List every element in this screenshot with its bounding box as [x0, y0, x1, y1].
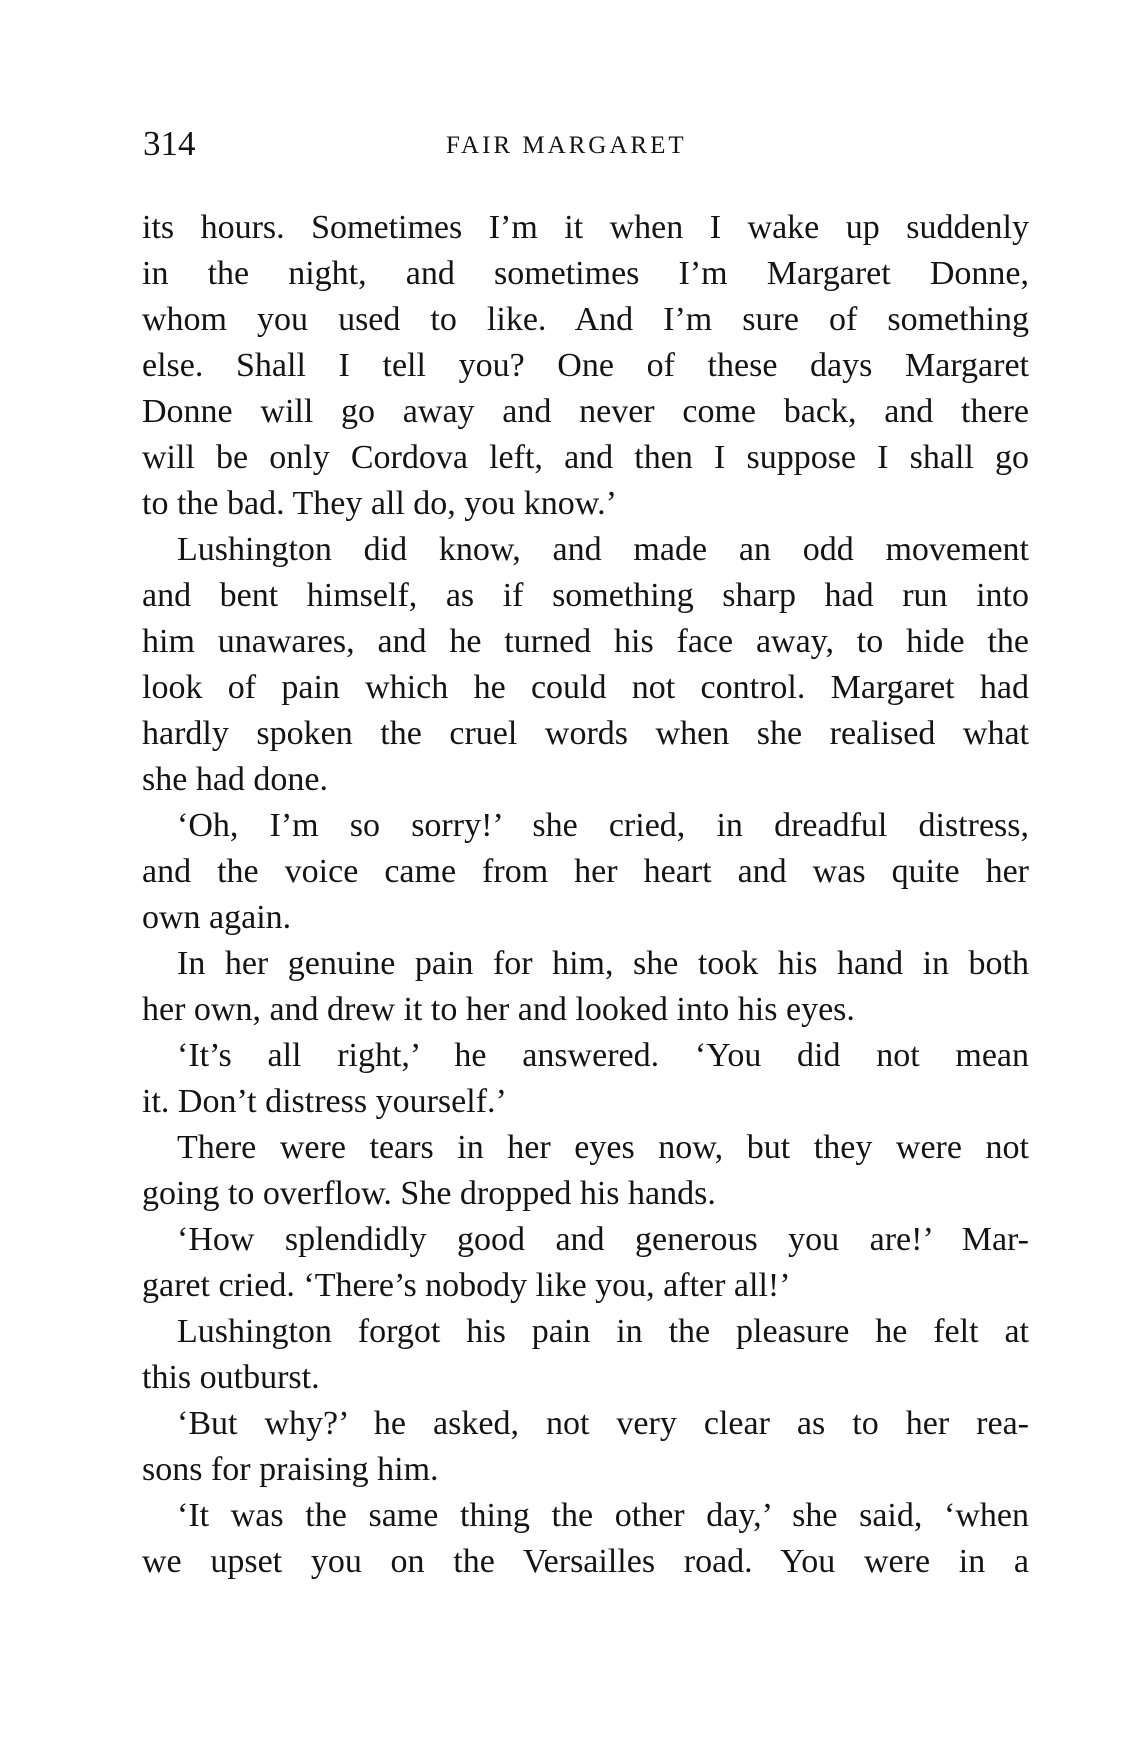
page-number: 314	[143, 124, 196, 163]
text-line: and the voice came from her heart and was quite her	[142, 853, 1029, 890]
text-line: and bent himself, as if something sharp had run into	[142, 577, 1029, 614]
text-line: else. Shall I tell you? One of these days Margaret	[142, 347, 1029, 384]
text-line: ‘It was the same thing the other day,’ she said, ‘when	[177, 1497, 1029, 1534]
text-line: ‘But why?’ he asked, not very clear as to her rea-	[177, 1405, 1029, 1442]
text-line: she had done.	[142, 761, 329, 798]
text-line: will be only Cordova left, and then I suppose I shall go	[142, 439, 1029, 476]
body-text	[142, 205, 1029, 1585]
text-line: its hours. Sometimes I’m it when I wake up suddenly	[142, 209, 1029, 246]
text-line: Lushington did know, and made an odd movement	[177, 531, 1029, 568]
text-line: ‘How splendidly good and generous you are!’ Mar-	[177, 1221, 1029, 1258]
text-line: In her genuine pain for him, she took his hand in both	[177, 945, 1029, 982]
text-line: we upset you on the Versailles road. You were in a	[142, 1543, 1029, 1580]
text-line: him unawares, and he turned his face away, to hide the	[142, 623, 1029, 660]
text-line: going to overflow. She dropped his hands.	[142, 1175, 716, 1212]
text-line: garet cried. ‘There’s nobody like you, after all!’	[142, 1267, 791, 1304]
text-line: There were tears in her eyes now, but they were not	[177, 1129, 1029, 1166]
text-line: Lushington forgot his pain in the pleasure he felt at	[177, 1313, 1029, 1350]
running-title: FAIR MARGARET	[446, 132, 687, 159]
text-line: whom you used to like. And I’m sure of something	[142, 301, 1029, 338]
text-line: to the bad. They all do, you know.’	[142, 485, 617, 522]
text-line: her own, and drew it to her and looked into his eyes.	[142, 991, 855, 1028]
text-line: ‘It’s all right,’ he answered. ‘You did not mean	[177, 1037, 1029, 1074]
text-line: look of pain which he could not control. Margaret had	[142, 669, 1029, 706]
text-line: this outburst.	[142, 1359, 320, 1396]
text-line: sons for praising him.	[142, 1451, 439, 1488]
text-line: Donne will go away and never come back, and there	[142, 393, 1029, 430]
text-line: own again.	[142, 899, 292, 936]
text-line: in the night, and sometimes I’m Margaret Donne,	[142, 255, 1029, 292]
text-line: it. Don’t distress yourself.’	[142, 1083, 507, 1120]
text-line: hardly spoken the cruel words when she realised what	[142, 715, 1029, 752]
text-line: ‘Oh, I’m so sorry!’ she cried, in dreadful distress,	[177, 807, 1029, 844]
